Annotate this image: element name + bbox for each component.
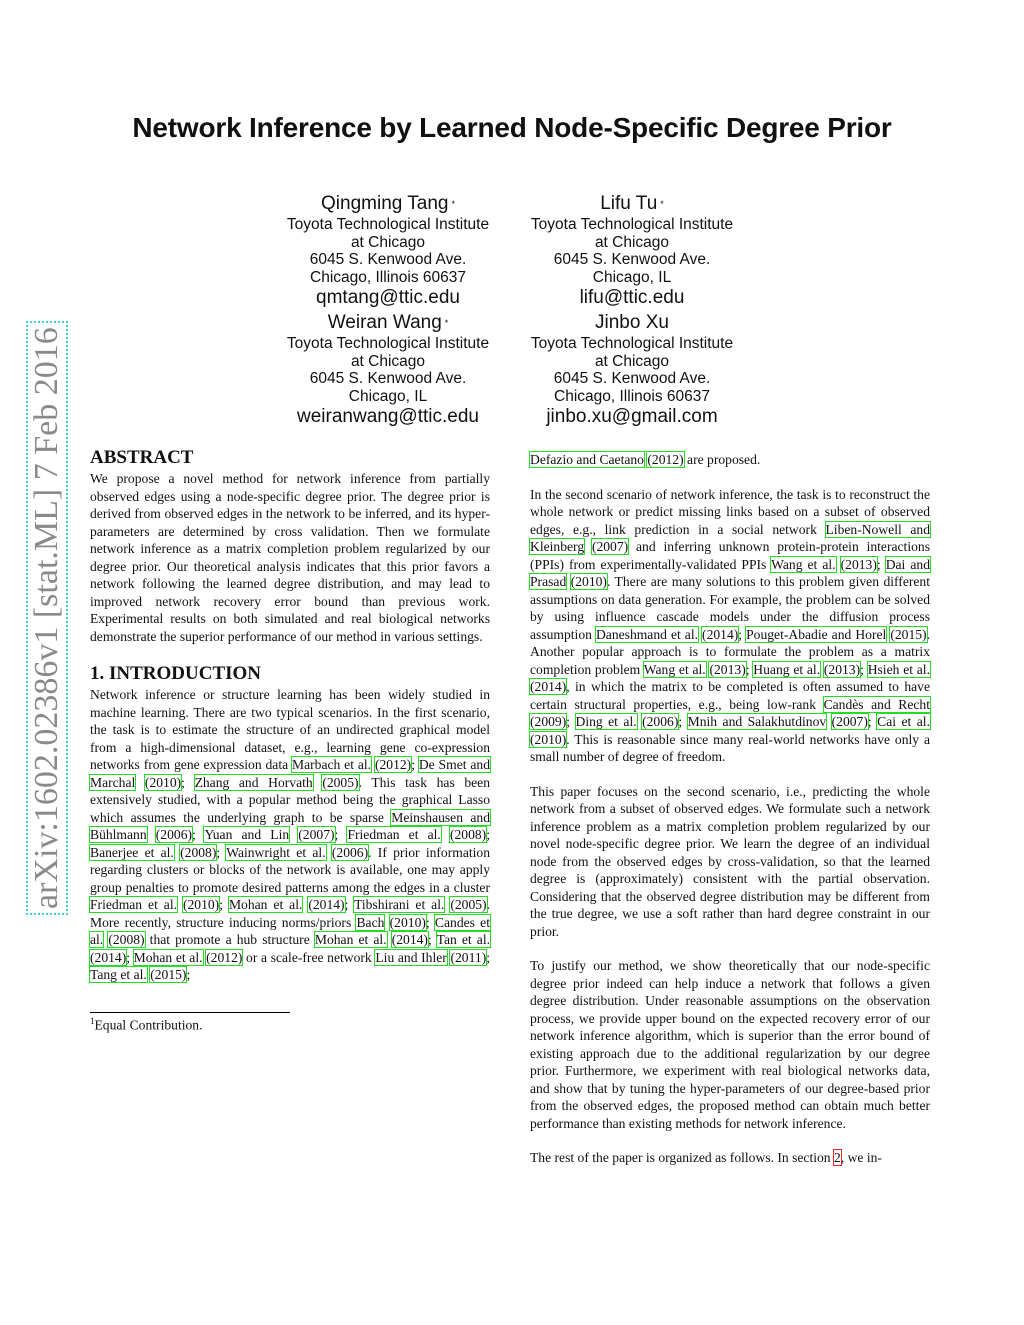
footnote-mark: 1 (90, 1016, 95, 1026)
abstract-text: We propose a novel method for network inference from partially observed edges using a node-specific degree prior. The degree prior is derived from observed edges in the network to be inferred, and its hyper-parameters are determined by cross validation. Then we formulate network inference as a matrix completion problem regularized by our degree prior. Our theoretical analysis indicates that this prior favors a network following the learned degree distribution, and may lead to improved network recovery error bound than previous work. Experimental results on both simulated and real biological networks demonstrate the superior performance of our method in various settings. (90, 471, 490, 644)
author-institution-line2: at Chicago (594, 352, 670, 370)
footnote (90, 1016, 203, 1034)
citation-link[interactable]: Mohan et al. (314, 932, 387, 947)
citation-link[interactable]: Candes et al. (90, 914, 490, 947)
citation-link[interactable]: Hsieh et al. (867, 661, 930, 677)
author-street: 6045 S. Kenwood Ave. (309, 370, 467, 387)
citation-link[interactable]: Liben-Nowell and Kleinberg (530, 521, 931, 554)
author-institution: Toyota Technological Institute (286, 216, 490, 233)
author-name: Jinbo Xu (595, 312, 669, 333)
section-ref-link[interactable]: 2 (834, 1150, 841, 1165)
footnote-text: Equal Contribution. (94, 1017, 203, 1033)
citation-link[interactable]: Zhang and Horvath (194, 774, 313, 790)
citation-year-link[interactable]: (2006) (642, 714, 679, 729)
justify-paragraph: To justify our method, we show theoretically that our node-specific degree prior indeed can help induce a network that follows a given degree distribution. Under reasonable assumptions on the observation process, we provide upper bound on the expected recovery error of our network inference algorithm, which is superior than the error bound of existing approach due to the additional regularization by our degree prior. Furthermore, we experiment with real biological networks data, and show that by tuning the hyper-parameters of our degree-based prior from the observed edges, the proposed method can obtain much better performance than existing methods for network inference. (530, 958, 930, 1131)
citation-year-link[interactable]: (2007) (831, 714, 868, 729)
author-city: Chicago, IL (348, 387, 428, 405)
citation-year-link[interactable]: (2012) (374, 757, 412, 772)
author-email[interactable]: weiranwang@ttic.edu (297, 406, 479, 427)
author-institution: Toyota Technological Institute (286, 335, 490, 352)
citation-year-link[interactable]: (2014) (702, 626, 739, 642)
second-scenario-paragraph: In the second scenario of network inference, the task is to reconstruct the whole network or predict missing links based on a subset of observed edges, e.g., link prediction in a social network Liben-Nowell and Kleinberg (2007) and inferring unknown protein-protein interactions (PPIs) from experimentally-validated PPIs Wang et al. (2013); Dai and Prasad (2010). There are many solutions to this problem given different assumptions on data generation. For example, the problem can be solved by using influence cascade models under the diffusion process assumption Daneshmand et al. (2014); Pouget-Abadie and Horel (2015). Another popular approach is to formulate the problem as a matrix completion problem Wang et al. (2013); Huang et al. (2013); Hsieh et al. (2014), in which the matrix to be completed is often assumed to have certain structural properties, e.g., being low-rank Candès and Recht (2009); Ding et al. (2006); Mnih and Salakhutdinov (2007); Cai et al. (2010). This is reasonable since many real-world networks have only a small number of degree of freedom. (530, 486, 931, 764)
author-email[interactable]: lifu@ttic.edu (579, 287, 685, 308)
citation-year-link[interactable]: (2013) (840, 556, 877, 572)
author-city: Chicago, Illinois 60637 (310, 268, 466, 286)
equal-contrib-mark: * (451, 199, 455, 209)
citation-link[interactable]: Defazio and Caetano (530, 452, 644, 467)
author-name: Qingming Tang (321, 193, 449, 214)
author-institution-line2: at Chicago (594, 233, 670, 251)
equal-contrib-mark: * (444, 318, 449, 328)
citation-year-link[interactable]: (2006) (155, 827, 193, 842)
citation-link[interactable]: Liu and Ihler (375, 949, 447, 965)
citation-link[interactable]: Tan et al. (436, 932, 490, 947)
citation-year-link[interactable]: (2009) (530, 714, 567, 729)
left-column (90, 446, 490, 984)
author-city: Chicago, Illinois 60637 (554, 387, 710, 405)
author-block-4 (512, 311, 752, 429)
citation-link[interactable]: Tang et al. (90, 967, 147, 982)
citation-link[interactable]: De Smet and Marchal (90, 757, 490, 790)
citation-year-link[interactable]: (2014) (308, 897, 345, 912)
citation-link[interactable]: Candès and Recht (823, 696, 930, 712)
citation-year-link[interactable]: (2012) (206, 949, 243, 965)
citation-year-link[interactable]: (2010) (182, 897, 220, 912)
citation-link[interactable]: Ding et al. (575, 714, 637, 729)
author-block-3 (268, 311, 508, 429)
citation-link[interactable]: Pouget-Abadie and Horel (746, 626, 887, 642)
citation-year-link[interactable]: (2010) (570, 574, 607, 589)
citation-link[interactable]: Wang et al. (643, 661, 706, 677)
citation-link[interactable]: Tibshirani et al. (354, 897, 445, 912)
citation-link[interactable]: Wainwright et al. (226, 844, 326, 860)
author-email[interactable]: qmtang@ttic.edu (316, 287, 460, 308)
citation-link[interactable]: Yuan and Lin (204, 827, 290, 842)
author-block-2 (512, 192, 752, 310)
intro-heading: 1. INTRODUCTION (90, 663, 262, 684)
citation-link[interactable]: Cai et al. (877, 714, 930, 729)
author-street: 6045 S. Kenwood Ave. (553, 251, 711, 268)
citation-link[interactable]: Friedman et al. (347, 827, 441, 842)
author-street: 6045 S. Kenwood Ave. (309, 251, 467, 268)
author-institution-line2: at Chicago (350, 233, 426, 251)
citation-year-link[interactable]: (2014) (530, 679, 567, 694)
citation-year-link[interactable]: (2013) (823, 661, 861, 677)
citation-year-link[interactable]: (2014) (391, 932, 428, 947)
citation-year-link[interactable]: (2013) (709, 661, 746, 677)
intro-paragraph: Network inference or structure learning has been widely studied in machine learning. There are two typical scenarios. In the first scenario, the task is to estimate the structure of an undirected graphical model from a high-dimensional dataset, e.g., learning gene co-expression networks from gene expression data Marbach et al. (2012); De Smet and Marchal (2010); Zhang and Horvath (2005). This task has been extensively studied, with a popular method being the graphical Lasso which assumes the underlying graph to be sparse Meinshausen and Bühlmann (2006); Yuan and Lin (2007); Friedman et al. (2008); Banerjee et al. (2008); Wainwright et al. (2006). If prior information regarding clusters or blocks of the network is available, one may apply group penalties to promote desired patterns among the edges in a cluster Friedman et al. (2010); Mohan et al. (2014); Tibshirani et al. (2005). More recently, structure inducing norms/priors Bach (2010); Candes et al. (2008) that promote a hub structure Mohan et al. (2014); Tan et al. (2014); Mohan et al. (2012) or a scale-free network Liu and Ihler (2011); Tang et al. (2015); (90, 687, 491, 982)
author-email[interactable]: jinbo.xu@gmail.com (546, 406, 718, 427)
citation-year-link[interactable]: (2008) (180, 844, 217, 860)
citation-link[interactable]: Banerjee et al. (90, 844, 174, 860)
citation-link[interactable]: Mohan et al. (228, 897, 303, 912)
citation-link[interactable]: Mnih and Salakhutdinov (687, 714, 827, 729)
citation-year-link[interactable]: (2014) (90, 949, 127, 965)
citation-year-link[interactable]: (2008) (449, 827, 487, 842)
citation-year-link[interactable]: (2005) (450, 897, 487, 912)
focus-paragraph: This paper focuses on the second scenario, i.e., predicting the whole network from a subset of observed edges. We formulate such a network inference problem as a matrix completion problem regularized by our novel node-specific degree prior. We learn the degree of an individual node from the observed edges by cross-validation, so that the learned degree is (approximately) consistent with the partial observation. Considering that the observed degree distribution may be different from the true degree, we use a soft rather than hard degree constraint in our prior. (530, 783, 930, 939)
author-city: Chicago, IL (592, 268, 672, 286)
citation-link[interactable]: Bach (356, 914, 385, 930)
citation-year-link[interactable]: (2010) (144, 774, 182, 790)
right-column (530, 451, 930, 1167)
arxiv-stamp[interactable]: arXiv:1602.02386v1 [stat.ML] 7 Feb 2016 (26, 321, 68, 915)
citation-link[interactable]: Meinshausen and Bühlmann (90, 809, 491, 842)
author-block-1 (268, 192, 508, 310)
citation-link[interactable]: Daneshmand et al. (595, 626, 699, 642)
footnote-rule (90, 1012, 290, 1013)
citation-year-link[interactable]: (2006) (331, 844, 369, 860)
abstract-heading: ABSTRACT (90, 447, 194, 468)
citation-year-link[interactable]: (2008) (108, 932, 145, 947)
citation-link[interactable]: Marbach et al. (292, 757, 372, 772)
citation-link[interactable]: Dai and Prasad (530, 556, 930, 589)
citation-year-link[interactable]: (2005) (322, 774, 359, 790)
citation-year-link[interactable]: (2007) (298, 827, 335, 842)
citation-year-link[interactable]: (2010) (389, 914, 426, 930)
citation-year-link[interactable]: (2015) (890, 626, 927, 642)
author-institution-line2: at Chicago (350, 352, 426, 370)
citation-year-link[interactable]: (2010) (530, 731, 567, 747)
organization-paragraph: The rest of the paper is organized as follows. In section 2, we in- (530, 1150, 882, 1165)
continued-paragraph: Defazio and Caetano (2012) are proposed. (530, 452, 761, 467)
citation-year-link[interactable]: (2011) (450, 949, 487, 965)
citation-year-link[interactable]: (2007) (591, 539, 629, 554)
author-street: 6045 S. Kenwood Ave. (553, 370, 711, 387)
citation-link[interactable]: Mohan et al. (133, 949, 203, 965)
author-institution: Toyota Technological Institute (530, 335, 734, 352)
paper-title: Network Inference by Learned Node-Specific Degree Prior (132, 112, 892, 143)
author-institution: Toyota Technological Institute (530, 216, 734, 233)
citation-year-link[interactable]: (2015) (150, 967, 187, 982)
citation-link[interactable]: Friedman et al. (90, 897, 178, 912)
citation-link[interactable]: Wang et al. (771, 556, 836, 572)
citation-year-link[interactable]: (2012) (647, 452, 684, 467)
citation-link[interactable]: Huang et al. (753, 661, 821, 677)
author-name: Lifu Tu (600, 193, 658, 214)
equal-contrib-mark: * (660, 199, 664, 209)
author-name: Weiran Wang (327, 312, 442, 333)
